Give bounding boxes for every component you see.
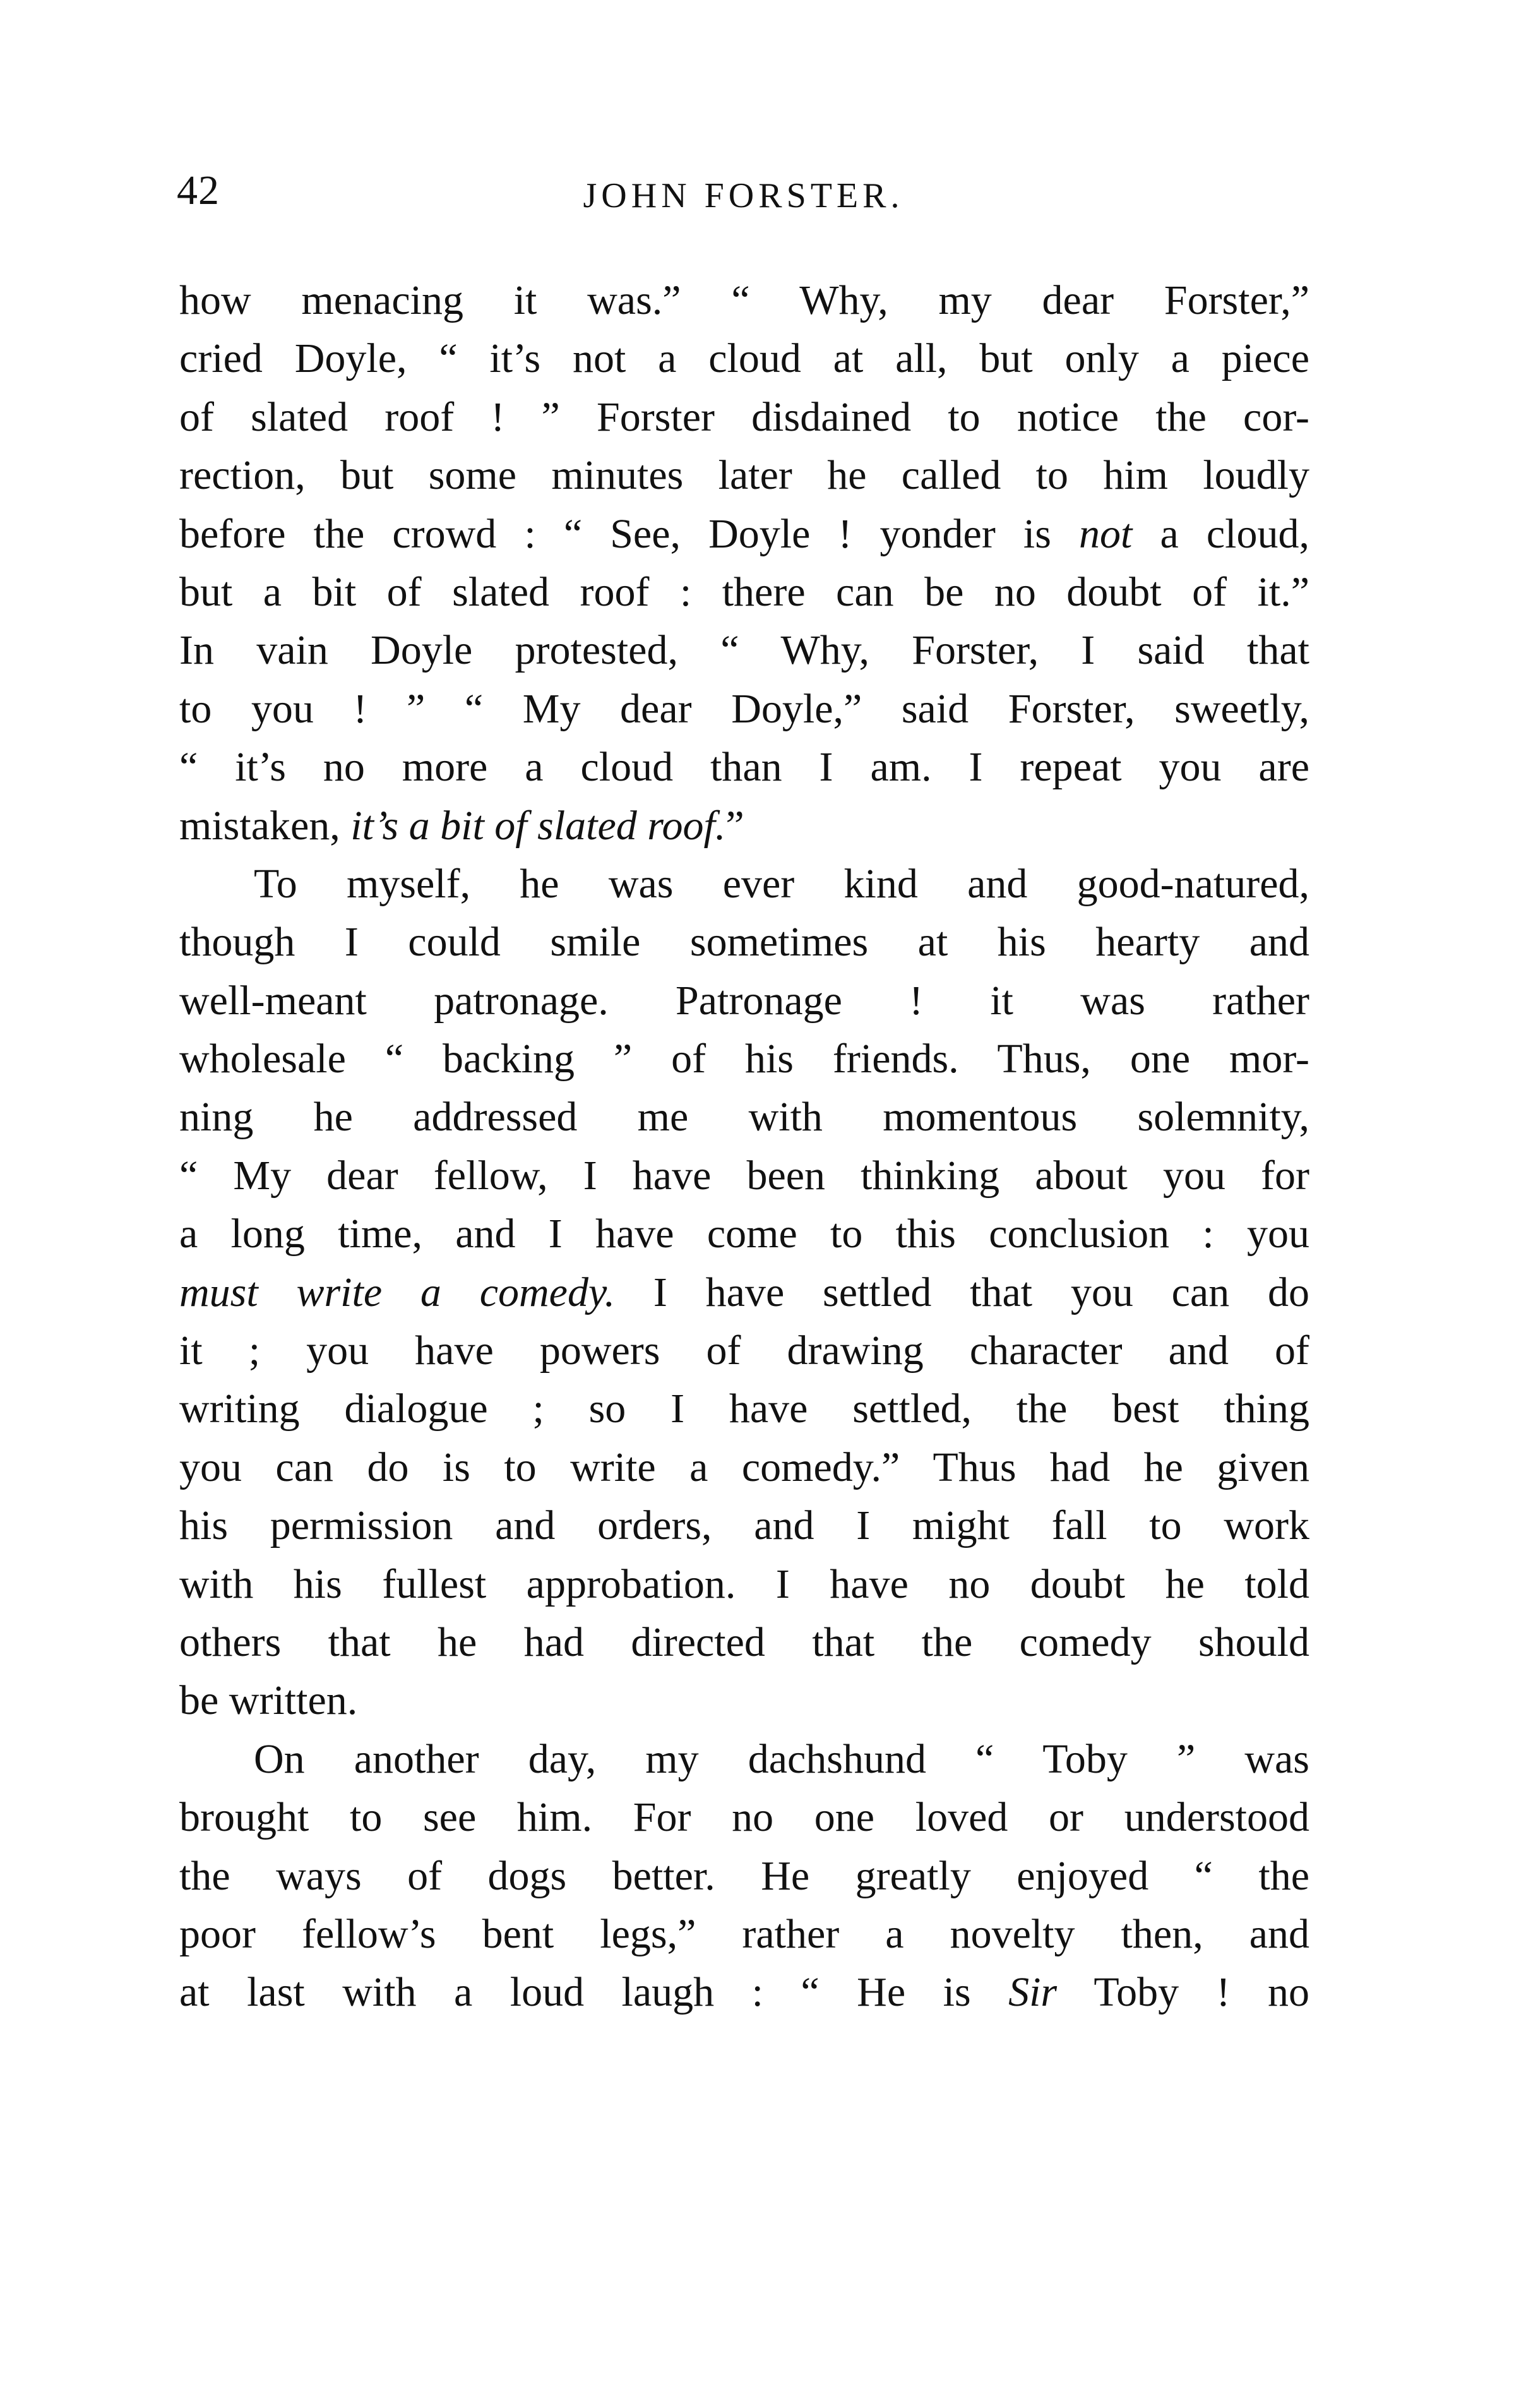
text-line: poor fellow’s bent legs,” rather a novelty then, and [179,1910,1309,1957]
text-line: writing dialogue ; so I have settled, the best thing [179,1386,1309,1432]
text-line: to you ! ” “ My dear Doyle,” said Forster, sweetly, [179,685,1309,732]
text-line: though I could smile sometimes at his hearty and [179,919,1309,966]
page-number: 42 [177,167,220,213]
text-line: before the crowd : “ See, Doyle ! yonder is not a cloud, [179,510,1309,557]
italic-text: not [1079,510,1133,557]
text-line: ning he addressed me with momentous solemnity, [179,1094,1309,1141]
text-line: On another day, my dachshund “ Toby ” was [254,1735,1309,1782]
text-line: rection, but some minutes later he called to him loudly [179,452,1309,499]
text-line: you can do is to write a comedy.” Thus had he given [179,1444,1309,1490]
text-line: “ it’s no more a cloud than I am. I repeat you are [179,744,1309,791]
italic-text: it’s a bit of slated roof. [350,802,726,849]
text-line: at last with a loud laugh : “ He is Sir Toby ! no [179,1969,1309,2016]
text-line: cried Doyle, “ it’s not a cloud at all, but only a piece [179,335,1309,382]
text-line: the ways of dogs better. He greatly enjoyed “ the [179,1852,1309,1899]
page-header [177,165,1310,241]
text-line: must write a comedy. I have settled that you can do [179,1269,1310,1315]
text-line: To myself, he was ever kind and good-natured, [254,860,1309,907]
text-line: but a bit of slated roof : there can be no doubt of it.” [179,568,1309,615]
body-text [179,272,1309,2022]
text-line: well-meant patronage. Patronage ! it was rather [179,977,1309,1024]
text-line: with his fullest approbation. I have no doubt he told [179,1560,1309,1607]
text-line: a long time, and I have come to this conclusion : you [179,1211,1309,1257]
text-line: In vain Doyle protested, “ Why, Forster, I said that [179,627,1309,674]
text-line: of slated roof ! ” Forster disdained to notice the cor- [179,393,1309,440]
running-head: JOHN FORSTER. [583,176,904,215]
italic-text: Sir [1008,1969,1058,2016]
text-line: mistaken, it’s a bit of slated roof.” [179,802,744,849]
text-line: wholesale “ backing ” of his friends. Thus, one mor- [179,1036,1309,1082]
text-line: “ My dear fellow, I have been thinking about you for [179,1152,1309,1199]
text-line: it ; you have powers of drawing character and of [179,1327,1309,1374]
text-line: brought to see him. For no one loved or understood [179,1794,1309,1841]
text-line: how menacing it was.” “ Why, my dear Forster,” [179,277,1309,323]
text-line: be written. [179,1677,358,1724]
italic-text: must write a comedy. [179,1269,616,1315]
text-line: his permission and orders, and I might fall to work [179,1502,1309,1549]
text-line: others that he had directed that the comedy should [179,1619,1309,1665]
